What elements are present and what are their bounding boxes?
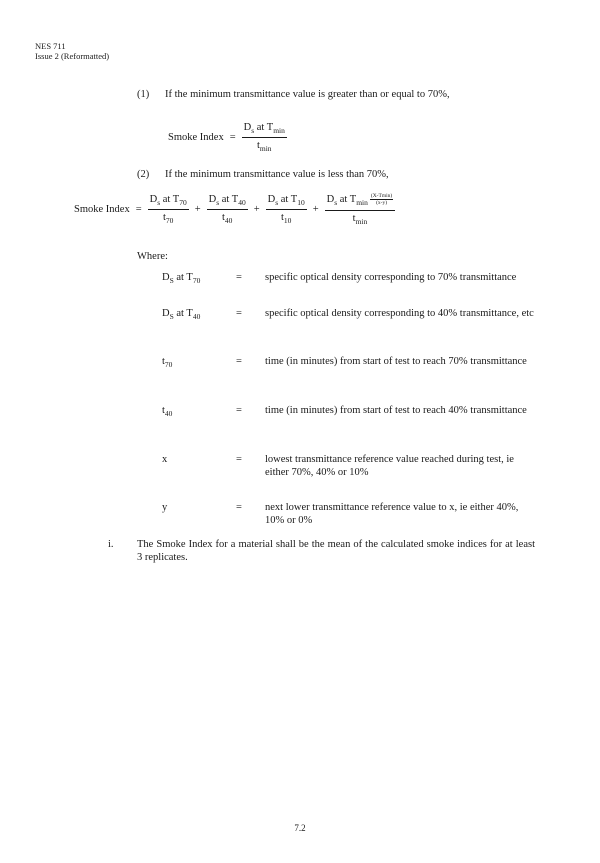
definition-symbol: y	[162, 502, 168, 513]
document-header	[35, 41, 109, 61]
item-1-number: (1)	[137, 89, 150, 100]
definition-text: time (in minutes) from start of test to reach 70% transmittance	[265, 356, 527, 367]
definition-equals: =	[236, 356, 242, 367]
where-label: Where:	[137, 251, 168, 262]
definition-equals: =	[236, 502, 242, 513]
definition-symbol: $t_{40}$	[162, 405, 173, 418]
formula-1-numerator: $D_s$ at $T_{min}$	[242, 122, 287, 138]
definition-text: lowest transmittance reference value reached during test, ie either 70%, 40% or 10%	[265, 454, 514, 478]
definition-equals: =	[236, 454, 242, 465]
definition-symbol: $D_S$ at $T_{70}$	[162, 272, 201, 285]
page-number: 7.2	[294, 823, 306, 833]
definition-text: specific optical density corresponding to 70% transmittance	[265, 272, 517, 283]
formula-1-equals: =	[229, 132, 236, 143]
doc-number: NES 711	[35, 41, 66, 51]
definition-text: time (in minutes) from start of test to reach 40% transmittance	[265, 405, 527, 416]
item-2-text: If the minimum transmittance value is less than 70%,	[165, 169, 389, 180]
formula-2-exponent: $\frac{(X-Tmin)}{(x-y)}$	[370, 193, 393, 206]
item-1-text: If the minimum transmittance value is greater than or equal to 70%,	[165, 89, 450, 100]
formula-2-lhs: Smoke Index	[74, 203, 130, 215]
definition-equals: =	[236, 405, 242, 416]
formula-2-plus: +	[312, 203, 319, 215]
formula-1-denominator: $t_{min}$	[256, 140, 272, 153]
formula-2-term-min: $D_s$ at $T_{min}$ $\frac{(X-Tmin)}{(x-y)}$ $t_{min}$	[325, 193, 396, 226]
item-i-marker: i.	[108, 539, 114, 550]
formula-2	[74, 193, 395, 226]
doc-issue: Issue 2 (Reformatted)	[35, 51, 110, 61]
formula-1	[168, 122, 287, 153]
formula-1-lhs: Smoke Index	[168, 132, 224, 143]
formula-2-plus: +	[253, 203, 260, 215]
formula-2-equals: =	[135, 203, 142, 215]
formula-2-term-10: $\frac{D_s at T_{10}}{t_{10}}$	[267, 193, 305, 225]
definition-equals: =	[236, 308, 242, 319]
formula-2-term-40: $\frac{D_s at T_{40}}{t_{40}}$	[208, 193, 246, 225]
formula-2-plus: +	[194, 203, 201, 215]
item-i-text: The Smoke Index for a material shall be the mean of the calculated smoke indices for at least 3 replicates.	[137, 539, 535, 563]
definition-text: next lower transmittance reference value to x, ie either 40%, 10% or 0%	[265, 502, 519, 526]
definition-equals: =	[236, 272, 242, 283]
formula-2-term-70: $\frac{D_s at T_{70}}{t_{70}}$	[149, 193, 187, 225]
formula-1-fraction	[242, 122, 287, 153]
definition-symbol: $t_{70}$	[162, 356, 173, 369]
item-2-number: (2)	[137, 169, 150, 180]
definition-symbol: x	[162, 454, 168, 465]
definition-symbol: $D_S$ at $T_{40}$	[162, 308, 201, 321]
definition-text: specific optical density corresponding to 40% transmittance, etc	[265, 308, 534, 319]
